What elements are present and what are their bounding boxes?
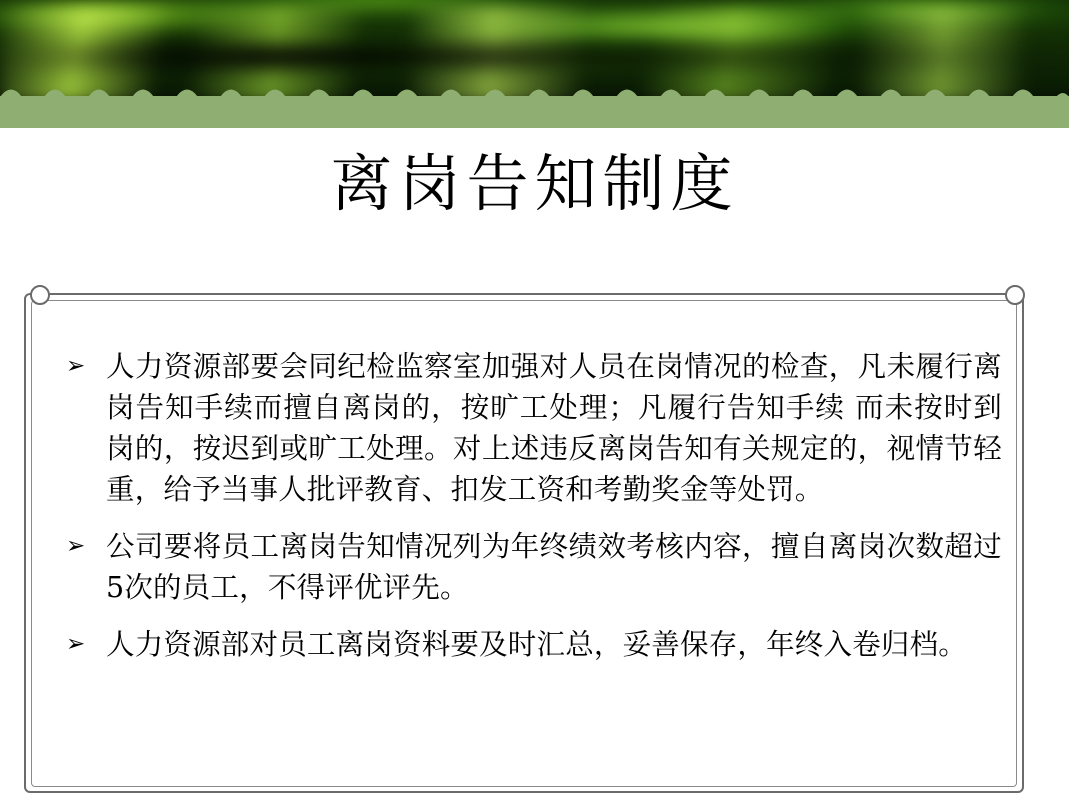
bullet-arrow-icon: ➢ [66, 533, 86, 559]
list-item-text: 人力资源部要会同纪检监察室加强对人员在岗情况的检查，凡未履行离岗告知手续而擅自离岗的，按旷工处理；凡履行告知手续 而未按时到岗的，按迟到或旷工处理。对上述违反离岗告知有关规定的，视情节轻重，给予当事人批评教育、扣发工资和考勤奖金等处罚。 [106, 350, 1002, 506]
list-item-text: 公司要将员工离岗告知情况列为年终绩效考核内容，擅自离岗次数超过5次的员工，不得评优评先。 [106, 530, 1002, 604]
list-item [62, 346, 1002, 510]
list-item [62, 624, 1002, 665]
scallop-edge-icon [0, 86, 1069, 108]
page-title: 离岗告知制度 [330, 147, 739, 220]
banner-dark-band [0, 44, 1069, 70]
frame-corner-loop-left-icon [30, 285, 50, 305]
list-item-text: 人力资源部对员工离岗资料要及时汇总，妥善保存，年终入卷归档。 [106, 628, 968, 661]
bullet-arrow-icon: ➢ [66, 353, 86, 379]
list-item [62, 526, 1002, 608]
bullet-arrow-icon: ➢ [66, 631, 86, 657]
bullet-list [62, 346, 1002, 681]
decorative-banner [0, 0, 1069, 128]
frame-corner-loop-right-icon [1005, 285, 1025, 305]
